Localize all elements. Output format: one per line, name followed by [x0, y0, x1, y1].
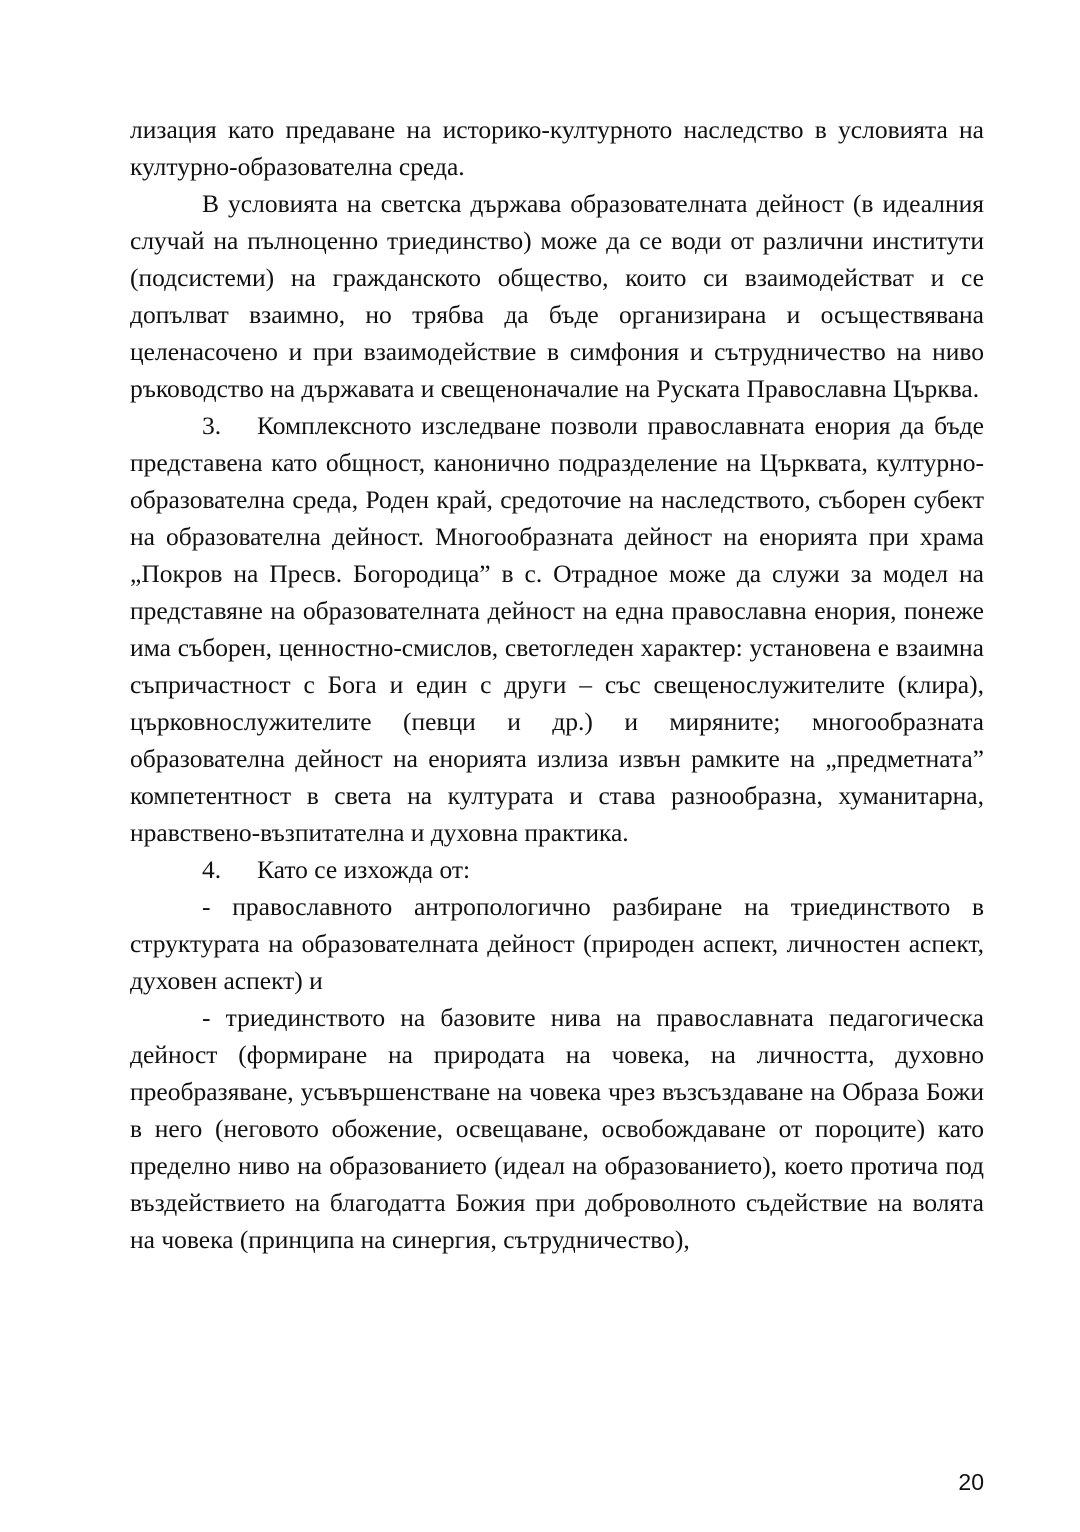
- list-item-anthropological: - православното антропологично разбиране на триединството в структурата на образователната дейност (природен аспект, личностен аспект, духовен аспект) и: [130, 892, 984, 995]
- paragraph-3-text: Комплексното изследване позволи православната енория да бъде представена като общност, канонично подразделение на Църквата, културно-образователна среда, Роден край, средоточие на наследството, съборен субект на образователна дейност. Многообразната дейност на енорията при храма „Покров на Пресв. Богородица” в с. Отрадное може да служи за модел на представяне на образователната дейност на една православна енория, понеже има съборен, ценностно-смислов, светогледен характер: установена е взаимна съпричастност с Бога и един с други – със свещенослужителите (клира), църковнослужителите (певци и др.) и миряните; многообразната образователна дейност на енорията излиза извън рамките на „предметната” компетентност в света на културата и става разнообразна, хуманитарна, нравствено-възпитателна и духовна практика.: [130, 411, 984, 847]
- paragraph-number: 4.: [202, 855, 222, 884]
- list-item-trinity-levels: - триединството на базовите нива на православната педагогическа дейност (формиране на природата на човека, на личността, духовно преобразяване, усъвършенстване на човека чрез възсъздаване на Образа Божи в него (неговото обожение, освещаване, освобождаване от пороците) като пределно ниво на образованието (идеал на образованието), което протича под въздействието на благодатта Божия при доброволното съдействие на волята на човека (принципа на синергия, сътрудничество),: [130, 1003, 984, 1254]
- body-text: [130, 111, 984, 1258]
- paragraph-number: 3.: [202, 411, 222, 440]
- page-number: 20: [958, 1469, 984, 1495]
- paragraph-secular-state: В условията на светска държава образователната дейност (в идеалния случай на пълноценно триединство) може да се води от различни институти (подсистеми) на гражданското общество, които си взаимодействат и се допълват взаимно, но трябва да бъде организирана и осъществявана целенасочено и при взаимодействие в симфония и сътрудничество на ниво ръководство на държавата и свещеноначалие на Руската Православна Църква.: [130, 189, 984, 403]
- paragraph-3: [130, 407, 984, 851]
- paragraph-4-text: Като се изхожда от:: [257, 855, 471, 884]
- paragraph-4: [130, 851, 984, 888]
- paragraph-continuation: лизация като предаване на историко-културното наследство в условията на културно-образователна среда.: [130, 115, 984, 181]
